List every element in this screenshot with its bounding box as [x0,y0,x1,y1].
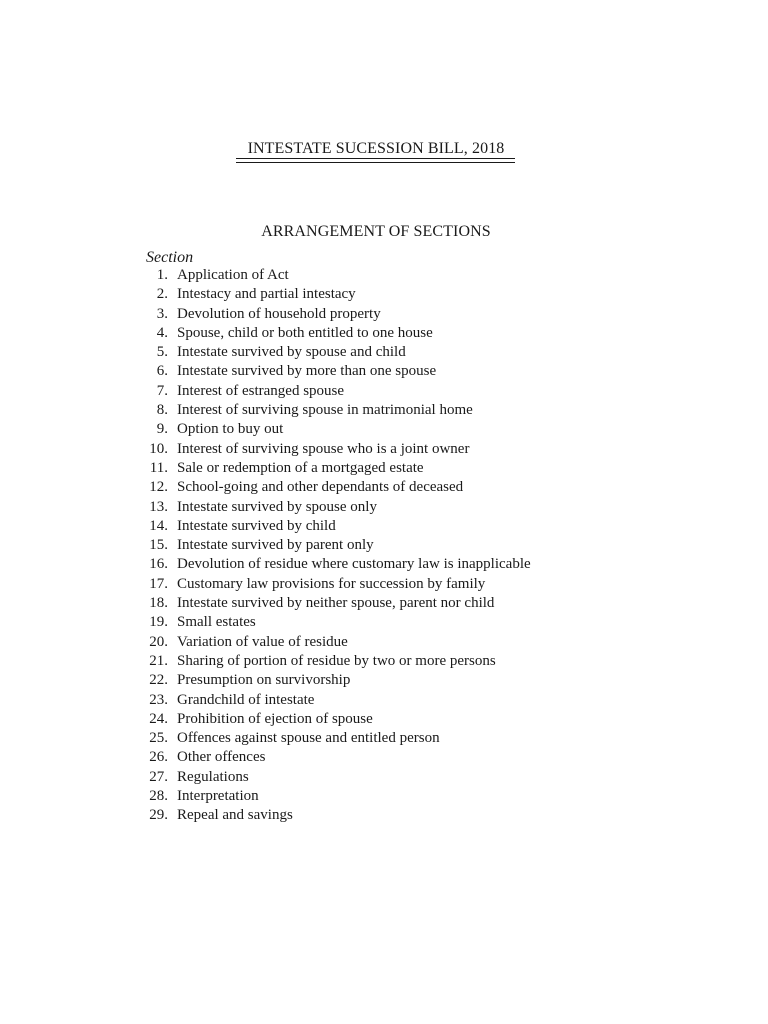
list-item [140,671,660,690]
section-title: Sale or redemption of a mortgaged estate [177,459,424,476]
section-number: 20. [149,633,168,650]
section-number: 19. [149,614,168,631]
section-number: 4. [156,324,168,341]
list-item [140,710,660,729]
section-title: Interest of surviving spouse who is a joint owner [177,440,470,457]
section-number: 22. [149,672,168,689]
section-title: Other offences [177,749,266,766]
section-number: 24. [149,710,168,727]
section-title: Intestate survived by spouse only [177,498,377,515]
title-underline-bottom [236,162,515,163]
section-title: Sharing of portion of residue by two or more persons [177,652,496,669]
list-item [140,420,660,439]
section-title: Prohibition of ejection of spouse [177,710,373,727]
list-item [140,498,660,517]
list-item [140,787,660,806]
section-column-label: Section [146,249,194,266]
section-title: Option to buy out [177,421,284,438]
section-number: 7. [156,382,168,399]
document-title: INTESTATE SUCESSION BILL, 2018 [247,140,505,157]
section-title: Intestate survived by more than one spouse [177,363,437,380]
section-number: 16. [149,556,168,573]
arrangement-heading: ARRANGEMENT OF SECTIONS [261,223,491,240]
section-title: Regulations [177,768,249,785]
section-number: 8. [156,402,168,419]
section-number: 2. [156,286,168,303]
list-item [140,768,660,787]
section-title: Intestate survived by parent only [177,537,374,554]
section-title: Intestate survived by child [177,517,336,534]
section-number: 21. [149,652,168,669]
list-item [140,748,660,767]
section-number: 27. [149,768,168,785]
list-item [140,343,660,362]
section-title: Offences against spouse and entitled person [177,730,440,747]
section-title: Intestate survived by spouse and child [177,344,406,361]
title-underline-top [236,158,515,159]
section-title: Spouse, child or both entitled to one house [177,324,433,341]
section-number: 6. [156,363,168,380]
section-title: Interpretation [177,788,259,805]
list-item [140,691,660,710]
section-number: 14. [149,517,168,534]
list-item [140,613,660,632]
section-number: 12. [149,479,168,496]
section-title: Interest of estranged spouse [177,382,345,399]
section-number: 17. [149,575,168,592]
section-title: School-going and other dependants of deceased [177,479,464,496]
section-title: Presumption on survivorship [177,672,351,689]
list-item [140,652,660,671]
section-title: Intestate survived by neither spouse, parent nor child [177,595,495,612]
list-item [140,729,660,748]
list-item [140,305,660,324]
section-number: 29. [149,807,168,824]
list-item [140,806,660,825]
section-number: 18. [149,595,168,612]
section-title: Intestacy and partial intestacy [177,286,356,303]
section-number: 9. [156,421,168,438]
section-number: 23. [149,691,168,708]
section-title: Variation of value of residue [177,633,348,650]
list-item [140,555,660,574]
section-number: 3. [156,305,168,322]
section-title: Application of Act [177,267,289,283]
sections-list [140,266,660,826]
section-number: 11. [149,459,168,476]
section-number: 5. [156,344,168,361]
section-title: Small estates [177,614,256,631]
list-item [140,266,660,285]
list-item [140,440,660,459]
list-item [140,594,660,613]
section-title: Devolution of residue where customary law is inapplicable [177,556,531,573]
section-title: Grandchild of intestate [177,691,315,708]
section-title: Interest of surviving spouse in matrimonial home [177,402,473,419]
section-title: Customary law provisions for succession by family [177,575,486,592]
list-item [140,536,660,555]
list-item [140,285,660,304]
list-item [140,517,660,536]
list-item [140,382,660,401]
list-item [140,575,660,594]
section-number: 25. [149,730,168,747]
section-number: 1. [156,267,168,283]
section-number: 15. [149,537,168,554]
list-item [140,478,660,497]
section-number: 28. [149,788,168,805]
list-item [140,324,660,343]
list-item [140,459,660,478]
list-item [140,362,660,381]
list-item [140,401,660,420]
section-number: 13. [149,498,168,515]
section-number: 10. [149,440,168,457]
section-number: 26. [149,749,168,766]
section-title: Devolution of household property [177,305,381,322]
section-title: Repeal and savings [177,807,293,824]
list-item [140,633,660,652]
